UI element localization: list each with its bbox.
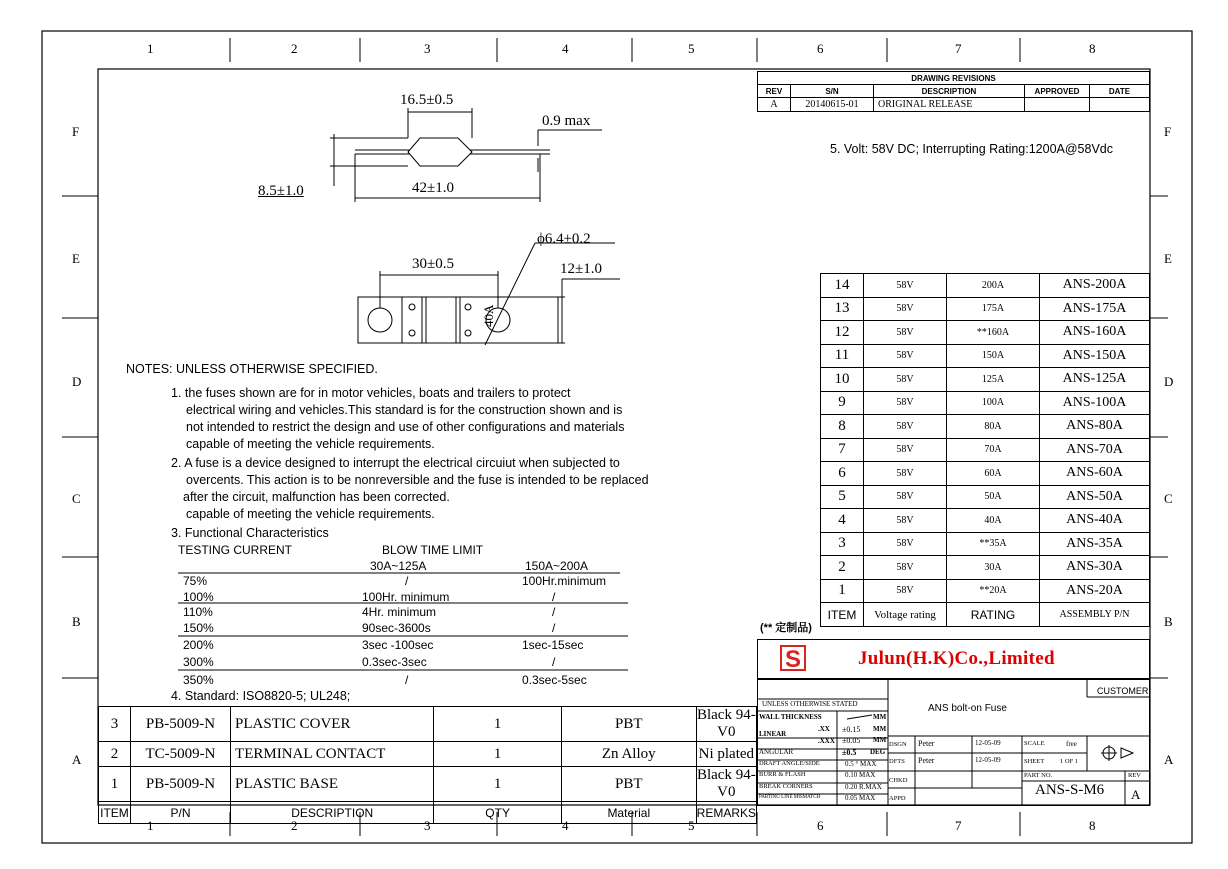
bom-header-cell: DESCRIPTION	[231, 802, 434, 824]
bom-row	[99, 767, 757, 802]
bom-row	[99, 707, 757, 742]
rating-row	[821, 579, 1150, 603]
chkd-label: CHKD	[889, 777, 908, 784]
col-label-8b: 8	[1089, 818, 1096, 833]
rating-cell: ANS-80A	[1040, 415, 1150, 439]
blow-cell: 3sec -100sec	[362, 638, 434, 652]
mm-3: MM	[873, 736, 887, 744]
rating-header-row	[821, 603, 1150, 627]
rev-value: A	[1131, 787, 1141, 802]
rating-row	[821, 274, 1150, 298]
row-label-E-r: E	[1164, 251, 1172, 266]
rev-row-approved	[1025, 98, 1090, 112]
rating-row	[821, 438, 1150, 462]
scale-value: free	[1066, 740, 1077, 748]
rating-cell: **160A	[947, 321, 1040, 345]
rev-row-date	[1090, 98, 1150, 112]
rating-cell: ANS-100A	[1040, 391, 1150, 415]
rating-cell: 58V	[864, 485, 947, 509]
svg-text:40A: 40A	[481, 304, 496, 327]
rating-cell: 70A	[947, 438, 1040, 462]
dfts-name: Peter	[918, 756, 935, 765]
bom-header-cell: REMARKS	[696, 802, 756, 824]
mm-2: MM	[873, 725, 887, 733]
bom-cell: 1	[434, 742, 562, 767]
rating-cell: 100A	[947, 391, 1040, 415]
note-1-line3: not intended to restrict the design and use of other configurations and materials	[186, 420, 625, 434]
dsgn-name: Peter	[918, 739, 935, 748]
draft-label: DRAFT ANGLE/SIDE	[759, 760, 820, 767]
rating-cell: 12	[821, 321, 864, 345]
break-value: 0.20 R.MAX	[845, 783, 882, 791]
range-a-label: 30A~125A	[370, 559, 427, 573]
drawing-title: ANS bolt-on Fuse	[928, 703, 1007, 714]
rating-cell: ANS-175A	[1040, 297, 1150, 321]
blow-cell: /	[552, 621, 556, 635]
rating-cell: 3	[821, 532, 864, 556]
note-5: 5. Volt: 58V DC; Interrupting Rating:1200A@58Vdc	[830, 142, 1113, 156]
rating-row	[821, 415, 1150, 439]
note-2-line1: 2. A fuse is a device designed to interrupt the electrical circuiut when subjected to	[171, 456, 620, 470]
rating-cell: 58V	[864, 321, 947, 345]
row-label-A: A	[72, 752, 82, 767]
testing-current-label: TESTING CURRENT	[178, 543, 292, 557]
rating-cell: 30A	[947, 556, 1040, 580]
bom-cell: PBT	[561, 707, 696, 742]
bom-header-cell: P/N	[130, 802, 230, 824]
col-label-7b: 7	[955, 818, 962, 833]
row-label-F: F	[72, 124, 80, 139]
col-label-1: 1	[147, 41, 154, 56]
bom-cell: 1	[434, 707, 562, 742]
xxx-label: .XXX	[818, 737, 835, 745]
rev-header-sn: S/N	[791, 85, 874, 98]
blow-cell: /	[552, 655, 556, 669]
rating-cell: 58V	[864, 391, 947, 415]
xx-label: .XX	[818, 725, 830, 733]
rating-cell: 58V	[864, 579, 947, 603]
rating-cell: 5	[821, 485, 864, 509]
rating-cell: 58V	[864, 368, 947, 392]
note-4: 4. Standard: ISO8820-5; UL248;	[171, 689, 351, 703]
unless-stated: UNLESS OTHERWISE STATED	[762, 700, 858, 708]
rating-cell: 58V	[864, 297, 947, 321]
row-label-D: D	[72, 374, 82, 389]
rating-cell: 150A	[947, 344, 1040, 368]
bom-header-row	[99, 802, 757, 824]
bom-cell: PLASTIC COVER	[231, 707, 434, 742]
dsgn-label: DSGN	[889, 741, 907, 748]
col-label-4b: 4	[562, 818, 569, 833]
rating-cell: 80A	[947, 415, 1040, 439]
rev-header-date: DATE	[1090, 85, 1150, 98]
dim-body-height: 8.5±1.0	[258, 183, 304, 199]
blow-cell: 110%	[183, 605, 213, 619]
deg-label: DEG	[870, 748, 886, 756]
bom-cell: PB-5009-N	[130, 767, 230, 802]
rating-cell: 58V	[864, 556, 947, 580]
col-label-6: 6	[817, 41, 824, 56]
dfts-label: DFTS	[889, 758, 905, 765]
burr-value: 0.10 MAX	[845, 771, 876, 779]
blow-cell: 75%	[183, 574, 208, 588]
angular-tol: ±0.5	[842, 748, 857, 757]
rating-cell: 8	[821, 415, 864, 439]
rating-cell: ANS-30A	[1040, 556, 1150, 580]
rev-header-description: DESCRIPTION	[874, 85, 1025, 98]
bom-cell: PB-5009-N	[130, 707, 230, 742]
dfts-date: 12-05-09	[975, 756, 1001, 764]
tol-xxx: ±0.05	[842, 736, 861, 745]
rating-cell: ANS-70A	[1040, 438, 1150, 462]
rating-cell: **35A	[947, 532, 1040, 556]
range-b-label: 150A~200A	[525, 559, 589, 573]
rating-cell: ANS-50A	[1040, 485, 1150, 509]
note-1-line1: 1. the fuses shown are for in motor vehicles, boats and trailers to protect	[171, 386, 571, 400]
rating-cell: 58V	[864, 509, 947, 533]
rating-cell: 11	[821, 344, 864, 368]
rating-cell: 58V	[864, 415, 947, 439]
row-label-F-r: F	[1164, 124, 1172, 139]
note-2-line4: capable of meeting the vehicle requirements.	[186, 507, 435, 521]
note-1-line2: electrical wiring and vehicles.This standard is for the construction shown and is	[186, 403, 623, 417]
parting-label: PARTING LINE MISMATCH	[759, 795, 821, 800]
col-label-2b: 2	[291, 818, 298, 833]
part-number: ANS-S-M6	[1035, 782, 1105, 798]
rating-row	[821, 321, 1150, 345]
col-label-8: 8	[1089, 41, 1096, 56]
row-label-C-r: C	[1164, 491, 1173, 506]
bom-cell: TERMINAL CONTACT	[231, 742, 434, 767]
blow-cell: 0.3sec-5sec	[522, 673, 587, 687]
rating-table	[820, 273, 1150, 627]
dsgn-date: 12-05-09	[975, 739, 1001, 747]
rating-header-cell: Voltage rating	[864, 603, 947, 627]
blow-cell: 100%	[183, 590, 214, 604]
rating-row	[821, 344, 1150, 368]
rating-cell: 13	[821, 297, 864, 321]
partno-label: PART NO.	[1024, 772, 1053, 779]
row-label-D-r: D	[1164, 374, 1174, 389]
bom-header-cell: QTY	[434, 802, 562, 824]
bom-cell: TC-5009-N	[130, 742, 230, 767]
rating-cell: ANS-150A	[1040, 344, 1150, 368]
col-label-5b: 5	[688, 818, 695, 833]
rating-row	[821, 297, 1150, 321]
col-label-6b: 6	[817, 818, 824, 833]
rating-cell: **20A	[947, 579, 1040, 603]
rating-cell: ANS-40A	[1040, 509, 1150, 533]
bom-table	[98, 706, 757, 824]
customer-label: CUSTOMER	[1097, 686, 1149, 696]
parting-value: 0.05 MAX	[845, 794, 876, 802]
bom-cell: Black 94-V0	[696, 707, 756, 740]
row-label-C: C	[72, 491, 81, 506]
rating-row	[821, 509, 1150, 533]
dim-body-length: 16.5±0.5	[400, 92, 454, 108]
col-label-3: 3	[424, 41, 431, 56]
blow-cell: 100Hr. minimum	[362, 590, 450, 604]
rev-row-description: ORIGINAL RELEASE	[874, 98, 1025, 112]
row-label-A-r: A	[1164, 752, 1174, 767]
draft-value: 0.5 ° MAX	[845, 760, 877, 768]
rating-row	[821, 556, 1150, 580]
burr-label: BURR & FLASH	[759, 771, 806, 778]
rating-row	[821, 532, 1150, 556]
bom-cell: Black 94-V0	[696, 767, 756, 800]
note-3: 3. Functional Characteristics	[171, 526, 329, 540]
blow-cell: 300%	[183, 655, 214, 669]
bom-row	[99, 742, 757, 767]
notes-heading: NOTES: UNLESS OTHERWISE SPECIFIED.	[126, 362, 378, 376]
rating-cell: 58V	[864, 274, 947, 298]
blow-cell: 4Hr. minimum	[362, 605, 437, 619]
rating-cell: 200A	[947, 274, 1040, 298]
dim-overall-length: 42±1.0	[412, 180, 454, 196]
fuse-top-view	[340, 235, 640, 355]
rating-cell: 14	[821, 274, 864, 298]
bom-cell: 1	[434, 767, 562, 802]
bom-cell: PBT	[561, 767, 696, 802]
rating-cell: ANS-200A	[1040, 274, 1150, 298]
bom-cell: Zn Alloy	[561, 742, 696, 767]
wall-thickness: WALL THICKNESS	[759, 713, 822, 721]
col-label-4: 4	[562, 41, 569, 56]
note-2-line3: after the circuit, malfunction has been corrected.	[183, 490, 450, 504]
bom-cell: 2	[99, 742, 131, 767]
bom-cell: 3	[99, 707, 131, 742]
rating-row	[821, 391, 1150, 415]
blow-cell: /	[405, 574, 409, 588]
rating-cell: ANS-125A	[1040, 368, 1150, 392]
dim-hole-diameter: ϕ6.4±0.2	[537, 231, 591, 247]
blow-time-limit-label: BLOW TIME LIMIT	[382, 543, 484, 557]
blow-cell: /	[405, 673, 409, 687]
rating-cell: 40A	[947, 509, 1040, 533]
rating-cell: 58V	[864, 438, 947, 462]
bom-cell: 1	[99, 767, 131, 802]
bom-cell: Ni plated	[696, 742, 756, 767]
rev-row-rev: A	[758, 98, 791, 112]
rating-cell: 6	[821, 462, 864, 486]
tol-xx: ±0.15	[842, 725, 861, 734]
blow-cell: 1sec-15sec	[522, 638, 584, 652]
rating-cell: 175A	[947, 297, 1040, 321]
rating-cell: ANS-20A	[1040, 579, 1150, 603]
rating-cell: 4	[821, 509, 864, 533]
row-label-B: B	[72, 614, 81, 629]
dim-lead-thickness: 0.9 max	[542, 113, 591, 129]
col-label-1b: 1	[147, 818, 154, 833]
company-logo: S	[780, 645, 806, 671]
blow-cell: 100Hr.minimum	[522, 574, 607, 588]
rev-label: REV	[1128, 772, 1141, 779]
custom-label: (** 定制品)	[760, 622, 812, 634]
blow-cell: /	[552, 605, 556, 619]
break-label: BREAK CORNERS	[759, 783, 813, 790]
rating-cell: 60A	[947, 462, 1040, 486]
blow-cell: 0.3sec-3sec	[362, 655, 427, 669]
note-2-line2: overcents. This action is to be nonreversible and the fuse is intended to be replaced	[186, 473, 649, 487]
rating-cell: ANS-160A	[1040, 321, 1150, 345]
rating-header-cell: RATING	[947, 603, 1040, 627]
rating-row	[821, 462, 1150, 486]
blow-cell: 200%	[183, 638, 214, 652]
rating-header-cell: ITEM	[821, 603, 864, 627]
col-label-3b: 3	[424, 818, 431, 833]
linear-label: LINEAR	[759, 730, 787, 738]
bom-cell: PLASTIC BASE	[231, 767, 434, 802]
rating-cell: 1	[821, 579, 864, 603]
rating-cell: 10	[821, 368, 864, 392]
sheet-label: SHEET	[1024, 758, 1045, 765]
row-label-B-r: B	[1164, 614, 1173, 629]
col-label-5: 5	[688, 41, 695, 56]
mm-1: MM	[873, 713, 887, 721]
dim-width: 12±1.0	[560, 261, 602, 277]
angular-label: ANGULAR	[759, 748, 794, 756]
rev-header-rev: REV	[758, 85, 791, 98]
rating-cell: ANS-35A	[1040, 532, 1150, 556]
revisions-title: DRAWING REVISIONS	[758, 72, 1150, 85]
rating-cell: ANS-60A	[1040, 462, 1150, 486]
revisions-table	[757, 71, 1150, 112]
rating-header-cell: ASSEMBLY P/N	[1040, 603, 1150, 627]
rating-cell: 9	[821, 391, 864, 415]
col-label-7: 7	[955, 41, 962, 56]
scale-label: SCALE	[1024, 740, 1045, 747]
blow-cell: 350%	[183, 673, 214, 687]
dim-hole-spacing: 30±0.5	[412, 256, 454, 272]
rating-cell: 7	[821, 438, 864, 462]
bom-header-cell: ITEM	[99, 802, 131, 824]
row-label-E: E	[72, 251, 80, 266]
bom-header-cell: Material	[561, 802, 696, 824]
rev-header-approved: APPROVED	[1025, 85, 1090, 98]
rating-row	[821, 485, 1150, 509]
appd-label: APPD	[889, 795, 906, 802]
rating-cell: 58V	[864, 344, 947, 368]
col-label-2: 2	[291, 41, 298, 56]
rating-cell: 125A	[947, 368, 1040, 392]
rating-row	[821, 368, 1150, 392]
rating-cell: 58V	[864, 462, 947, 486]
blow-cell: /	[552, 590, 556, 604]
rating-cell: 58V	[864, 532, 947, 556]
rating-cell: 50A	[947, 485, 1040, 509]
rev-row-sn: 20140615-01	[791, 98, 874, 112]
rating-cell: 2	[821, 556, 864, 580]
note-1-line4: capable of meeting the vehicle requirements.	[186, 437, 435, 451]
blow-cell: 150%	[183, 621, 214, 635]
sheet-value: 1 OF 1	[1060, 758, 1079, 765]
company-name: Julun(H.K)Co.,Limited	[858, 648, 1055, 669]
blow-cell: 90sec-3600s	[362, 621, 431, 635]
